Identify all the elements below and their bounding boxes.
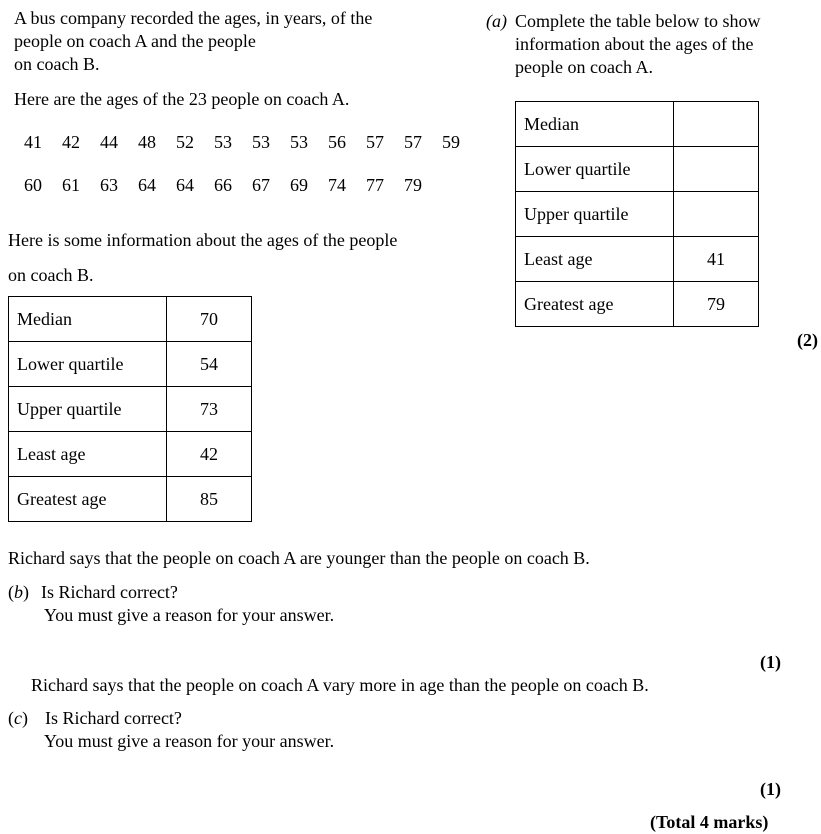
age-value: 63 <box>100 175 118 195</box>
row-label: Least age <box>9 432 167 477</box>
age-value: 57 <box>366 132 384 152</box>
table-row <box>9 432 252 477</box>
statement-c: Richard says that the people on coach A vary more in age than the people on coach B. <box>31 675 649 695</box>
age-value: 41 <box>24 132 42 152</box>
part-c-letter: c <box>14 708 22 728</box>
age-value: 48 <box>138 132 156 152</box>
part-c-marks: (1) <box>760 779 781 799</box>
part-a-line: people on coach A. <box>515 57 653 77</box>
age-value: 53 <box>214 132 232 152</box>
age-value: 64 <box>176 175 194 195</box>
coach-a-table <box>515 101 759 327</box>
row-value: 42 <box>167 432 252 477</box>
part-a-label: (a) <box>486 11 507 31</box>
part-a-line: information about the ages of the <box>515 34 754 54</box>
row-label: Median <box>9 297 167 342</box>
age-value: 53 <box>252 132 270 152</box>
intro-line: on coach B. <box>14 54 100 74</box>
table-row <box>9 297 252 342</box>
intro-line: people on coach A and the people <box>14 31 256 51</box>
table-row <box>9 342 252 387</box>
row-value: 70 <box>167 297 252 342</box>
statement-b: Richard says that the people on coach A are younger than the people on coach B. <box>8 548 590 568</box>
answer-cell-upper-quartile[interactable] <box>674 192 759 237</box>
part-b-instruction: You must give a reason for your answer. <box>44 605 335 625</box>
age-value: 79 <box>404 175 422 195</box>
part-c-label: (c) <box>8 708 28 728</box>
answer-cell-lower-quartile[interactable] <box>674 147 759 192</box>
coach-a-ages-row-2 <box>14 174 474 197</box>
age-value: 53 <box>290 132 308 152</box>
age-value: 69 <box>290 175 308 195</box>
row-label: Upper quartile <box>9 387 167 432</box>
age-value: 44 <box>100 132 118 152</box>
total-marks: (Total 4 marks) <box>650 812 769 832</box>
row-label: Lower quartile <box>9 342 167 387</box>
row-value: 79 <box>674 282 759 327</box>
row-label: Greatest age <box>9 477 167 522</box>
table-row <box>516 282 759 327</box>
part-b-marks: (1) <box>760 652 781 672</box>
coach-b-intro-line-2: on coach B. <box>8 265 94 285</box>
age-value: 74 <box>328 175 346 195</box>
part-c-instruction: You must give a reason for your answer. <box>44 731 335 751</box>
age-value: 61 <box>62 175 80 195</box>
age-value: 59 <box>442 132 460 152</box>
row-value: 73 <box>167 387 252 432</box>
table-row <box>9 477 252 522</box>
part-a-marks: (2) <box>797 330 818 350</box>
intro-line: A bus company recorded the ages, in years, of the <box>14 8 373 28</box>
row-label: Upper quartile <box>516 192 674 237</box>
age-value: 67 <box>252 175 270 195</box>
table-row <box>516 102 759 147</box>
part-a-line: Complete the table below to show <box>515 11 761 31</box>
part-c-question: Is Richard correct? <box>45 708 182 728</box>
age-value: 66 <box>214 175 232 195</box>
answer-cell-median[interactable] <box>674 102 759 147</box>
table-row <box>9 387 252 432</box>
row-value: 54 <box>167 342 252 387</box>
part-b-letter: b <box>14 582 23 602</box>
table-row <box>516 147 759 192</box>
coach-a-ages-row-1 <box>14 131 474 154</box>
row-value: 85 <box>167 477 252 522</box>
age-value: 77 <box>366 175 384 195</box>
part-b-question: Is Richard correct? <box>41 582 178 602</box>
age-value: 56 <box>328 132 346 152</box>
table-row <box>516 192 759 237</box>
row-label: Lower quartile <box>516 147 674 192</box>
coach-b-table <box>8 296 252 522</box>
table-row <box>516 237 759 282</box>
coach-b-intro-line-1: Here is some information about the ages of the people <box>8 230 398 250</box>
part-b-label: (b) <box>8 582 29 602</box>
age-value: 60 <box>24 175 42 195</box>
age-value: 52 <box>176 132 194 152</box>
coach-a-intro: Here are the ages of the 23 people on coach A. <box>14 89 350 109</box>
intro-paragraph <box>14 7 372 76</box>
row-label: Least age <box>516 237 674 282</box>
row-label: Median <box>516 102 674 147</box>
age-value: 42 <box>62 132 80 152</box>
age-value: 64 <box>138 175 156 195</box>
age-value: 57 <box>404 132 422 152</box>
row-value: 41 <box>674 237 759 282</box>
row-label: Greatest age <box>516 282 674 327</box>
